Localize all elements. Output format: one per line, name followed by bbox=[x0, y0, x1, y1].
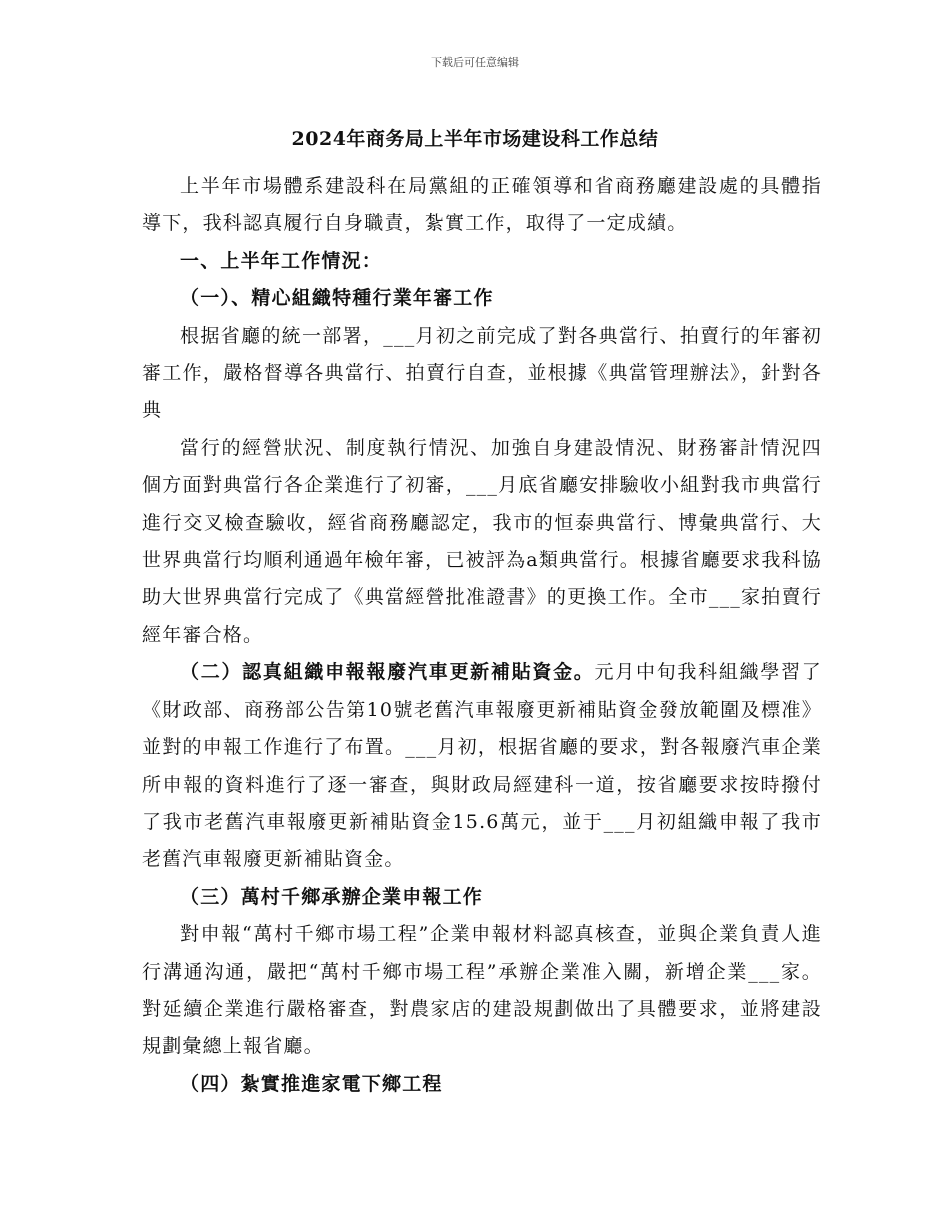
subsection-heading-3: （三）萬村千鄉承辦企業申報工作 bbox=[180, 885, 484, 908]
document-body bbox=[142, 168, 822, 1103]
subsection-3-paragraph-1: 對申報“萬村千鄉市場工程”企業申報材料認真核查，並與企業負責人進行溝通沟通，嚴把“萬村千鄉市場工程”承辦企業准入關，新增企業___家。對延續企業進行嚴格審查，對農家店的建設規劃做出了具體要求，並將建設規劃彙總上報省廳。 bbox=[142, 923, 822, 1058]
document-title: 2024年商务局上半年市场建设科工作总结 bbox=[291, 128, 659, 150]
intro-paragraph: 上半年市場體系建設科在局黨組的正確領導和省商務廳建設處的具體指導下，我科認真履行自身職責，紮實工作，取得了一定成績。 bbox=[142, 175, 822, 235]
header-note: 下载后可任意编辑 bbox=[431, 56, 519, 69]
subsection-2-paragraph bbox=[142, 654, 822, 878]
subsection-2-text: 元月中旬我科組織學習了《財政部、商務部公告第10號老舊汽車報廢更新補貼資金發放範圍及標准》並對的申報工作進行了布置。___月初，根据省廳的要求，對各報廢汽車企業所申報的資料進行了逐一審查，與財政局經建科一道，按省廳要求按時撥付了我市老舊汽車報廢更新補貼資金15.6萬元，並于___月初組織申報了我市老舊汽車報廢更新補貼資金。 bbox=[142, 661, 822, 871]
subsection-1-paragraph-1: 根据省廳的統一部署，___月初之前完成了對各典當行、拍賣行的年審初審工作，嚴格督導各典當行、拍賣行自查，並根據《典當管理辦法》，針對各典 bbox=[142, 324, 822, 422]
section-heading: 一、上半年工作情況： bbox=[180, 249, 383, 272]
subsection-heading-2: （二）認真組織申報報廢汽車更新補貼資金。 bbox=[180, 661, 595, 684]
subsection-heading-1: （一）、精心組織特種行業年審工作 bbox=[180, 287, 494, 310]
subsection-1-paragraph-2: 當行的經營狀況、制度執行情況、加強自身建設情況、財務審計情況四個方面對典當行各企業進行了初審，___月底省廳安排驗收小組對我市典當行進行交叉檢查驗收，經省商務廳認定，我市的恒泰典當行、博彙典當行、大世界典當行均順利通過年檢年審，已被評為a類典當行。根據省廳要求我科協助大世界典當行完成了《典當經營批准證書》的更換工作。全市___家拍賣行經年審合格。 bbox=[142, 436, 822, 646]
subsection-heading-4: （四）紮實推進家電下鄉工程 bbox=[180, 1072, 443, 1095]
